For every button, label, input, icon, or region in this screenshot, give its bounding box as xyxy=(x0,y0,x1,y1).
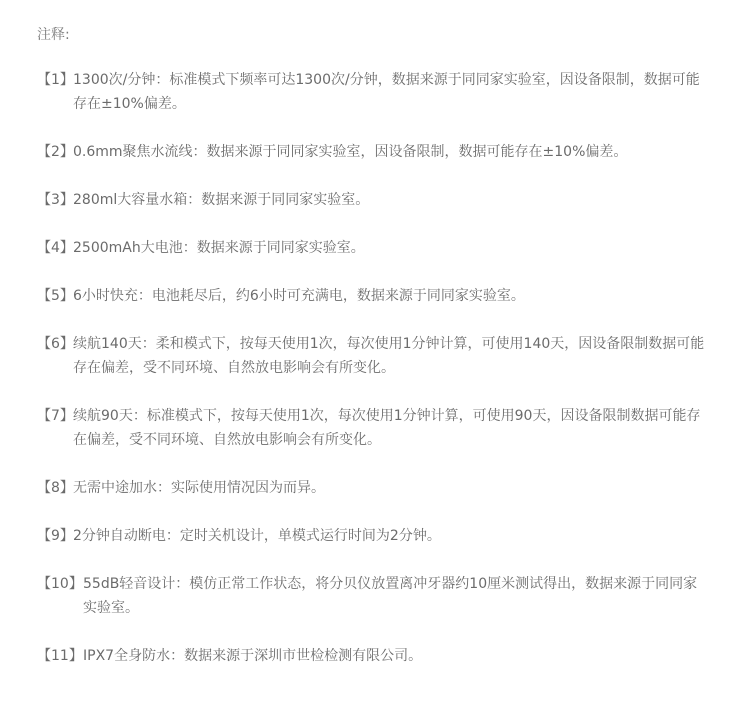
note-number: 【1】 xyxy=(37,72,74,88)
note-number: 【4】 xyxy=(37,240,74,256)
note-number: 【6】 xyxy=(37,336,74,352)
note-text: IPX7全身防水：数据来源于深圳市世检检测有限公司。 xyxy=(83,648,423,664)
note-text: 55dB轻音设计：模仿正常工作状态，将分贝仪放置离冲牙器约10厘米测试得出，数据来源于同同家实验室。 xyxy=(83,576,698,616)
note-7 xyxy=(37,404,710,452)
note-text: 1300次/分钟：标准模式下频率可达1300次/分钟，数据来源于同同家实验室，因设备限制，数据可能存在±10%偏差。 xyxy=(73,72,700,112)
note-4 xyxy=(37,236,710,260)
note-number: 【5】 xyxy=(37,288,74,304)
note-number: 【2】 xyxy=(37,144,74,160)
note-10 xyxy=(37,572,710,620)
note-2 xyxy=(37,140,710,164)
note-9 xyxy=(37,524,710,548)
note-text: 2500mAh大电池：数据来源于同同家实验室。 xyxy=(73,240,365,256)
note-number: 【3】 xyxy=(37,192,74,208)
note-1 xyxy=(37,68,710,116)
note-number: 【7】 xyxy=(37,408,74,424)
note-number: 【10】 xyxy=(37,576,83,592)
note-text: 无需中途加水：实际使用情况因为而异。 xyxy=(73,480,325,496)
note-11 xyxy=(37,644,710,668)
note-6 xyxy=(37,332,710,380)
note-number: 【9】 xyxy=(37,528,74,544)
note-text: 续航90天：标准模式下，按每天使用1次，每次使用1分钟计算，可使用90天，因设备限制数据可能存在偏差，受不同环境、自然放电影响会有所变化。 xyxy=(73,408,701,448)
note-number: 【8】 xyxy=(37,480,74,496)
note-text: 2分钟自动断电：定时关机设计，单模式运行时间为2分钟。 xyxy=(73,528,441,544)
note-5 xyxy=(37,284,710,308)
note-text: 续航140天：柔和模式下，按每天使用1次，每次使用1分钟计算，可使用140天，因设备限制数据可能存在偏差，受不同环境、自然放电影响会有所变化。 xyxy=(73,336,705,376)
note-text: 280ml大容量水箱：数据来源于同同家实验室。 xyxy=(73,192,370,208)
note-text: 6小时快充：电池耗尽后，约6小时可充满电，数据来源于同同家实验室。 xyxy=(73,288,525,304)
note-3 xyxy=(37,188,710,212)
note-8 xyxy=(37,476,710,500)
notes-heading: 注释: xyxy=(37,27,70,43)
note-number: 【11】 xyxy=(37,648,83,664)
note-text: 0.6mm聚焦水流线：数据来源于同同家实验室，因设备限制，数据可能存在±10%偏差。 xyxy=(73,144,628,160)
